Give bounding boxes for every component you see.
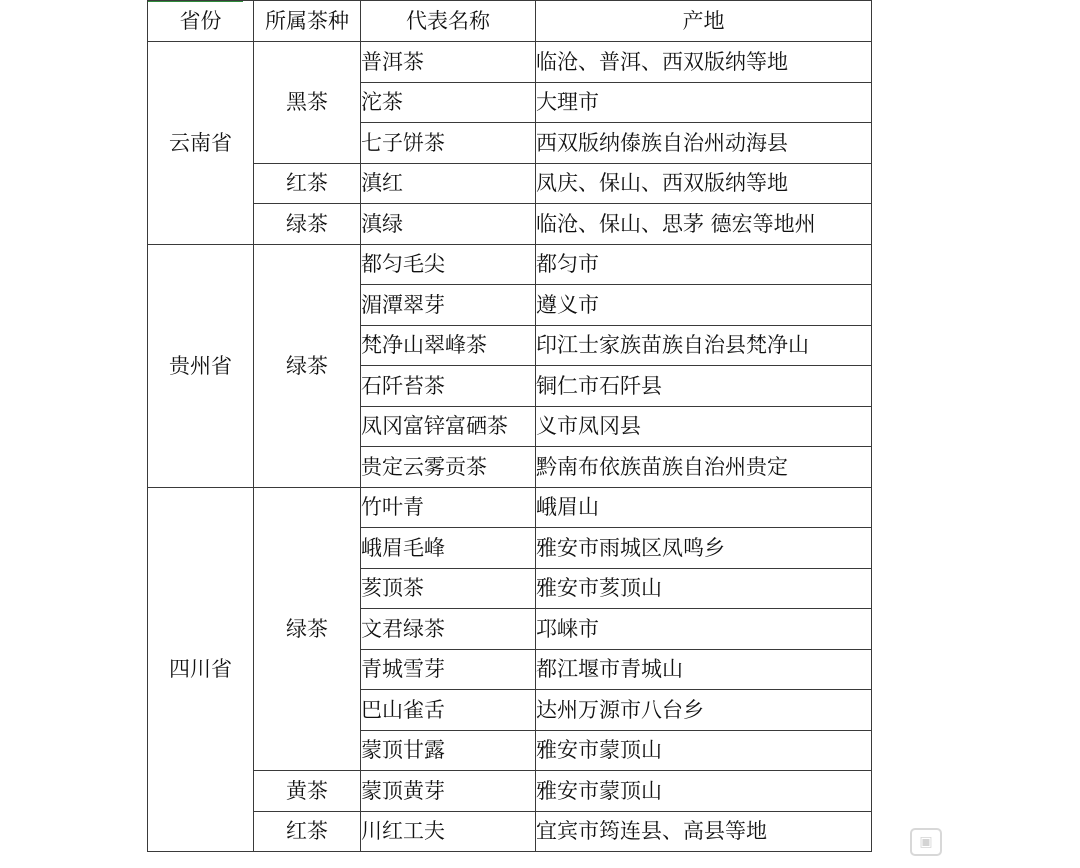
name-cell: 荄顶茶: [361, 568, 536, 609]
header-origin: 产地: [536, 1, 872, 42]
origin-cell: 雅安市蒙顶山: [536, 730, 872, 771]
table-row: [148, 811, 872, 852]
name-cell: 凤冈富锌富硒茶: [361, 406, 536, 447]
name-cell: 巴山雀舌: [361, 690, 536, 731]
name-cell: 文君绿茶: [361, 609, 536, 650]
origin-cell: 都匀市: [536, 244, 872, 285]
name-cell: 蒙顶黄芽: [361, 771, 536, 812]
header-tea-type: 所属茶种: [254, 1, 361, 42]
origin-cell: 雅安市荄顶山: [536, 568, 872, 609]
origin-cell: 西双版纳傣族自治州动海县: [536, 123, 872, 164]
table-row: [148, 244, 872, 285]
origin-cell: 铜仁市石阡县: [536, 366, 872, 407]
tea-type-cell: 黄茶: [254, 771, 361, 812]
origin-cell: 临沧、普洱、西双版纳等地: [536, 42, 872, 83]
header-row: [148, 1, 872, 42]
name-cell: 梵净山翠峰茶: [361, 325, 536, 366]
origin-cell: 雅安市雨城区凤鸣乡: [536, 528, 872, 569]
origin-cell: 黔南布依族苗族自治州贵定: [536, 447, 872, 488]
origin-cell: 峨眉山: [536, 487, 872, 528]
name-cell: 滇红: [361, 163, 536, 204]
tea-type-cell: 绿茶: [254, 244, 361, 487]
table-row: [148, 163, 872, 204]
province-cell: 贵州省: [148, 244, 254, 487]
name-cell: 贵定云雾贡茶: [361, 447, 536, 488]
name-cell: 普洱茶: [361, 42, 536, 83]
origin-cell: 临沧、保山、思茅 德宏等地州: [536, 204, 872, 245]
name-cell: 七子饼茶: [361, 123, 536, 164]
origin-cell: 大理市: [536, 82, 872, 123]
header-province: 省份: [148, 1, 254, 42]
origin-cell: 邛崃市: [536, 609, 872, 650]
tea-type-cell: 绿茶: [254, 487, 361, 771]
origin-cell: 都江堰市青城山: [536, 649, 872, 690]
province-cell: 四川省: [148, 487, 254, 852]
origin-cell: 雅安市蒙顶山: [536, 771, 872, 812]
name-cell: 青城雪芽: [361, 649, 536, 690]
origin-cell: 凤庆、保山、西双版纳等地: [536, 163, 872, 204]
table-row: [148, 204, 872, 245]
tea-type-cell: 黑茶: [254, 42, 361, 164]
origin-cell: 遵义市: [536, 285, 872, 326]
origin-cell: 达州万源市八台乡: [536, 690, 872, 731]
header-name: 代表名称: [361, 1, 536, 42]
name-cell: 湄潭翠芽: [361, 285, 536, 326]
tea-type-cell: 红茶: [254, 163, 361, 204]
name-cell: 峨眉毛峰: [361, 528, 536, 569]
origin-cell: 宜宾市筠连县、高县等地: [536, 811, 872, 852]
table-row: [148, 771, 872, 812]
name-cell: 竹叶青: [361, 487, 536, 528]
name-cell: 石阡苔茶: [361, 366, 536, 407]
province-cell: 云南省: [148, 42, 254, 245]
origin-cell: 印江士家族苗族自治县梵净山: [536, 325, 872, 366]
watermark-icon: ▣: [910, 828, 942, 856]
name-cell: 蒙顶甘露: [361, 730, 536, 771]
name-cell: 都匀毛尖: [361, 244, 536, 285]
table-row: [148, 42, 872, 83]
tea-type-cell: 绿茶: [254, 204, 361, 245]
name-cell: 滇绿: [361, 204, 536, 245]
name-cell: 川红工夫: [361, 811, 536, 852]
origin-cell: 义市凤冈县: [536, 406, 872, 447]
table-row: [148, 487, 872, 528]
tea-table: [147, 0, 872, 852]
tea-type-cell: 红茶: [254, 811, 361, 852]
name-cell: 沱茶: [361, 82, 536, 123]
